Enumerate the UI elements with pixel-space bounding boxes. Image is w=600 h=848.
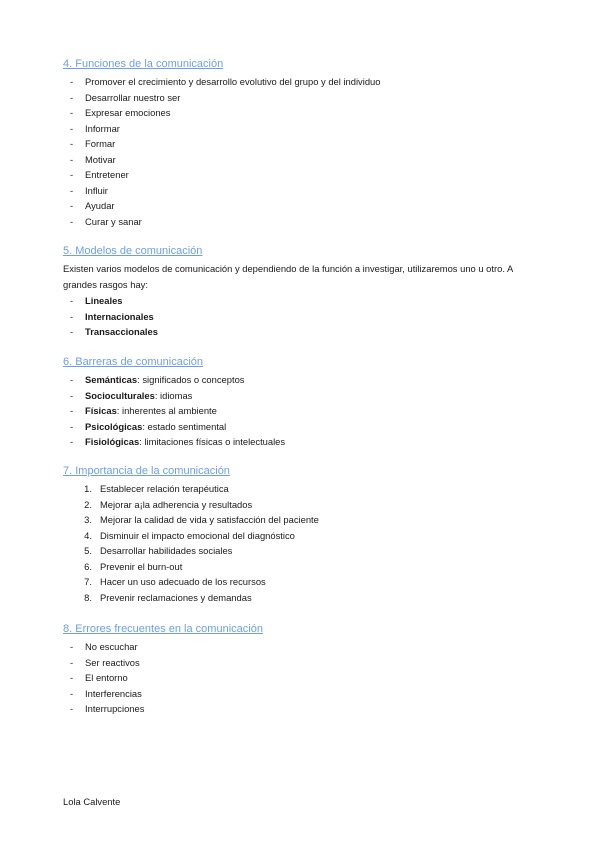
numbered-item: 7. Hacer un uso adecuado de los recursos: [84, 576, 266, 587]
list-item: - Ayudar: [70, 200, 115, 211]
numbered-item: 5. Desarrollar habilidades sociales: [84, 545, 233, 556]
list-item: - Fisiológicas: limitaciones físicas o intelectuales: [70, 436, 286, 447]
list-item: - El entorno: [70, 672, 128, 683]
numbered-item: 3. Mejorar la calidad de vida y satisfacción del paciente: [84, 514, 319, 525]
section-importancia: [63, 464, 563, 605]
section-modelos: [63, 244, 563, 340]
list-item: - Informar: [70, 122, 120, 134]
list-item: - Físicas: inherentes al ambiente: [70, 405, 217, 416]
footer-author: Lola Calvente: [63, 796, 121, 807]
numbered-item: 8. Prevenir reclamaciones y demandas: [84, 591, 252, 603]
list-item: - No escuchar: [70, 641, 138, 652]
list-item: - Semánticas: significados o conceptos: [70, 374, 245, 385]
numbered-item: 1. Establecer relación terapéutica: [84, 483, 229, 494]
section-heading: 5. Modelos de comunicación: [63, 245, 203, 257]
list-item: - Formar: [70, 138, 116, 149]
list-item: - Socioculturales: idiomas: [70, 389, 193, 401]
list-item: - Expresar emociones: [70, 107, 171, 118]
section-heading: 8. Errores frecuentes en la comunicación: [63, 623, 263, 635]
list-item: - Interrupciones: [70, 703, 145, 714]
section-heading: 6. Barreras de comunicación: [63, 356, 204, 368]
list-item: - Transaccionales: [70, 326, 158, 337]
section-heading: 4. Funciones de la comunicación: [63, 58, 224, 70]
list-item: - Ser reactivos: [70, 656, 140, 668]
section-errores: [63, 622, 563, 717]
section-funciones: [63, 57, 563, 229]
numbered-item: 6. Prevenir el burn-out: [84, 560, 183, 572]
list-item: - Desarrollar nuestro ser: [70, 91, 181, 103]
list-item: - Internacionales: [70, 310, 154, 322]
list-item: - Interferencias: [70, 687, 142, 699]
list-item: - Entretener: [70, 169, 129, 180]
intro-paragraph: Existen varios modelos de comunicación y dependiendo de la función a investigar, utilizaremos uno u otro. A grandes rasgos hay:: [63, 263, 514, 290]
list-item: - Lineales: [70, 295, 123, 306]
numbered-item: 2. Mejorar a¡la adherencia y resultados: [84, 498, 253, 510]
list-item: - Psicológicas: estado sentimental: [70, 420, 227, 432]
list-item: - Promover el crecimiento y desarrollo evolutivo del grupo y del individuo: [70, 76, 381, 87]
section-barreras: [63, 355, 563, 450]
list-item: - Curar y sanar: [70, 215, 142, 227]
list-item: - Motivar: [70, 153, 116, 165]
numbered-item: 4. Disminuir el impacto emocional del diagnóstico: [84, 529, 295, 541]
list-item: - Influir: [70, 184, 108, 196]
section-heading: 7. Importancia de la comunicación: [63, 465, 230, 477]
